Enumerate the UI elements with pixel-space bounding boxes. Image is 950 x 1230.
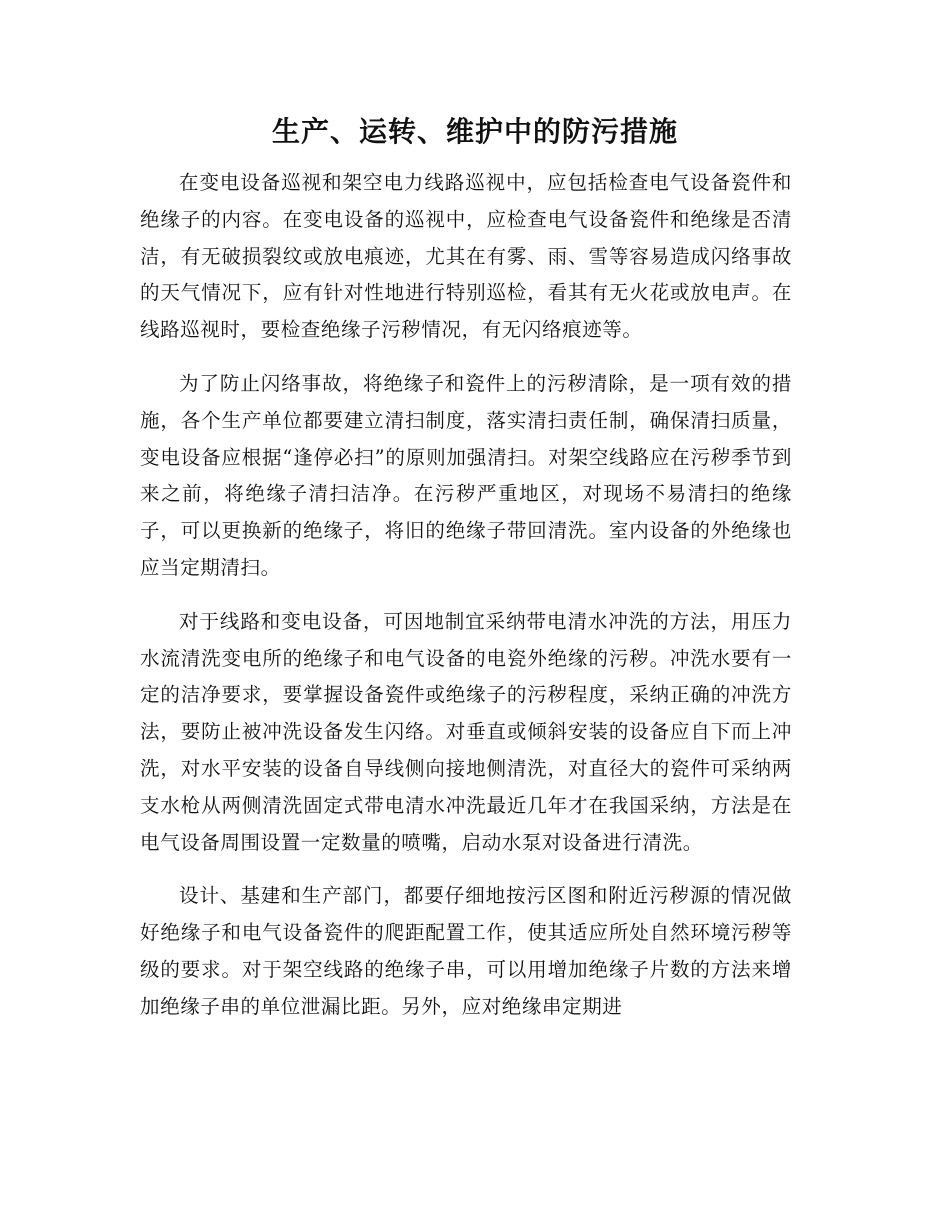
document-title: 生产、运转、维护中的防污措施 — [271, 115, 678, 148]
document-body — [140, 165, 792, 1043]
paragraph-4: 设计、基建和生产部门，都要仔细地按污区图和附近污秽源的情况做好绝缘子和电气设备瓷件的爬距配置工作，使其适应所处自然环境污秽等级的要求。对于架空线路的绝缘子串，可以用增加绝缘子片数的方法来增加绝缘子串的单位泄漏比距。另外，应对绝缘串定期进 — [140, 884, 792, 1018]
paragraph-2: 为了防止闪络事故，将绝缘子和瓷件上的污秽清除，是一项有效的措施，各个生产单位都要建立清扫制度，落实清扫责任制，确保清扫质量，变电设备应根据“逢停必扫”的原则加强清扫。对架空线路应在污秽季节到来之前，将绝缘子清扫洁净。在污秽严重地区，对现场不易清扫的绝缘子，可以更换新的绝缘子，将旧的绝缘子带回清洗。室内设备的外绝缘也应当定期清扫。 — [140, 371, 792, 579]
paragraph-3: 对于线路和变电设备，可因地制宜采纳带电清水冲洗的方法，用压力水流清洗变电所的绝缘子和电气设备的电瓷外绝缘的污秽。冲洗水要有一定的洁净要求，要掌握设备瓷件或绝缘子的污秽程度，采纳正确的冲洗方法，要防止被冲洗设备发生闪络。对垂直或倾斜安装的设备应自下而上冲洗，对水平安装的设备自导线侧向接地侧清洗，对直径大的瓷件可采纳两支水枪从两侧清洗固定式带电清水冲洗最近几年才在我国采纳，方法是在电气设备周围设置一定数量的喷嘴，启动水泵对设备进行清洗。 — [140, 609, 792, 854]
paragraph-1: 在变电设备巡视和架空电力线路巡视中，应包括检查电气设备瓷件和绝缘子的内容。在变电设备的巡视中，应检查电气设备瓷件和绝缘是否清洁，有无破损裂纹或放电痕迹，尤其在有雾、雨、雪等容易造成闪络事故的天气情况下，应有针对性地进行特别巡检，看其有无火花或放电声。在线路巡视时，要检查绝缘子污秽情况，有无闪络痕迹等。 — [140, 171, 792, 342]
